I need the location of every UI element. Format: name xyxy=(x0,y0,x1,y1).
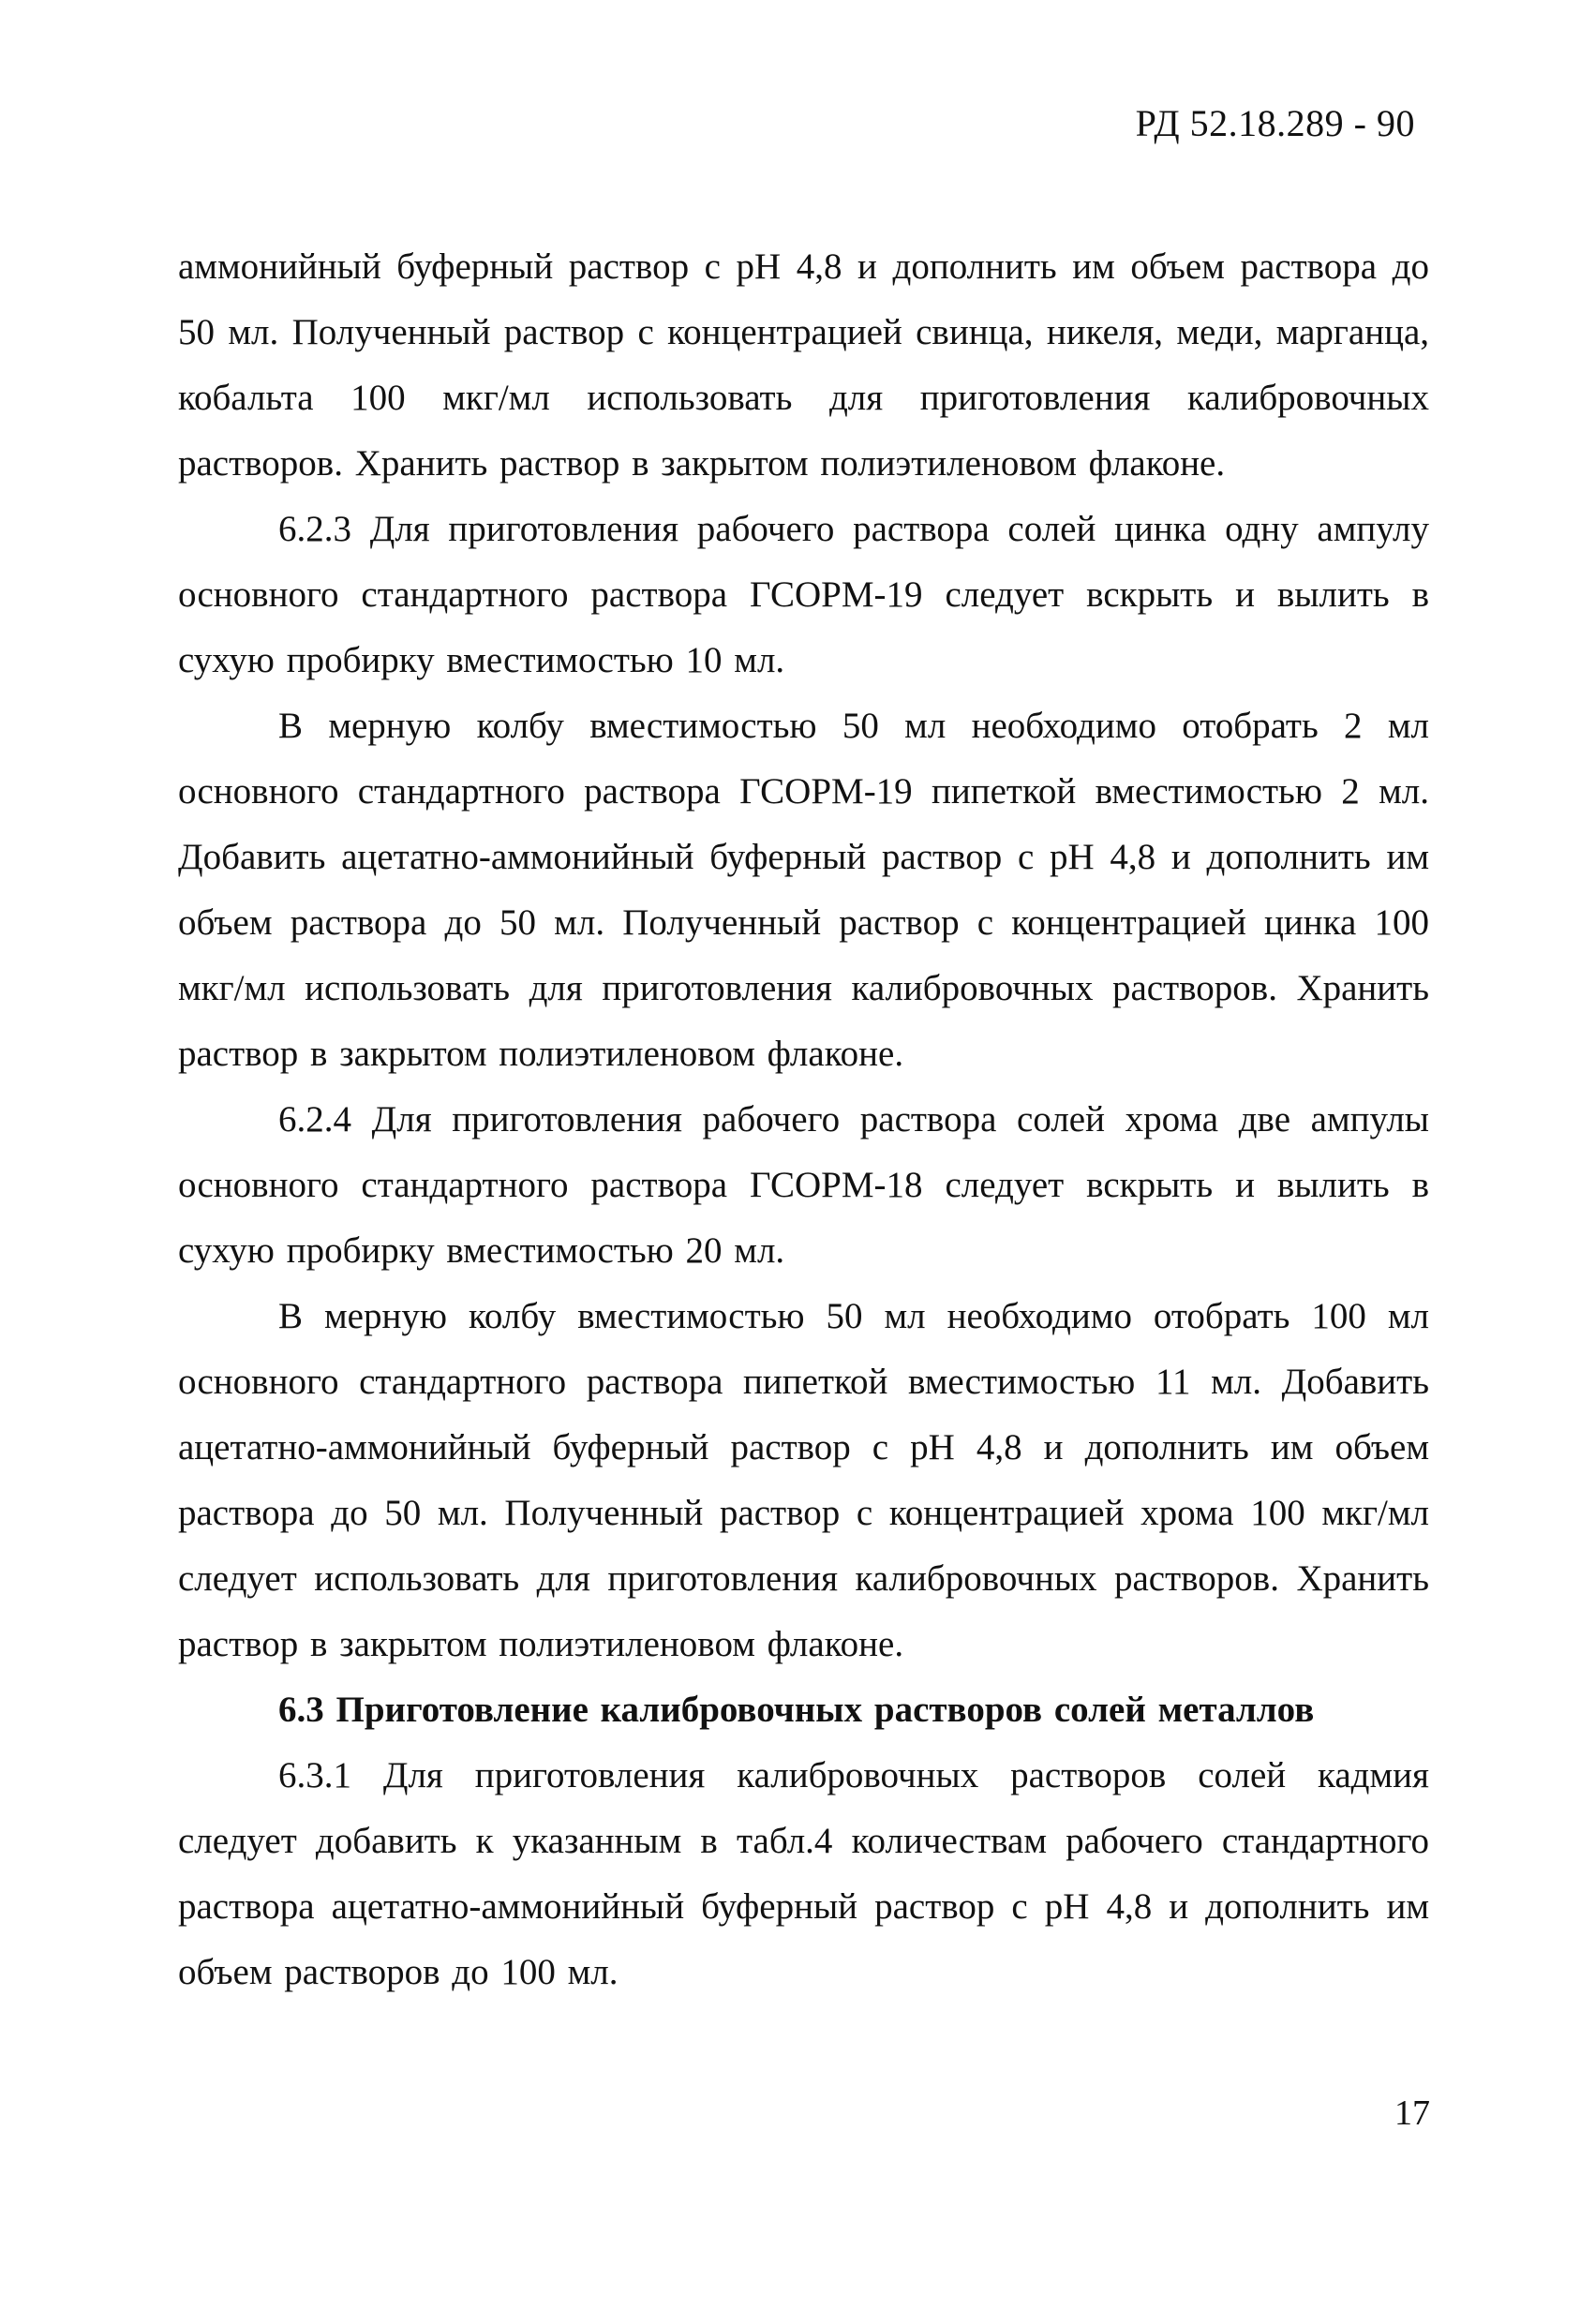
paragraph-zinc-procedure: В мерную колбу вместимостью 50 мл необходимо отобрать 2 мл основного стандартного раствора ГСОРМ-19 пипеткой вместимостью 2 мл. Добавить ацетатно-аммонийный буферный раствор с pH 4,8 и дополнить им объем раствора до 50 мл. Полученный раствор с концентрацией цинка 100 мкг/мл использовать для приготовления калибровочных растворов. Хранить раствор в закрытом полиэтиленовом флаконе. xyxy=(178,706,1429,1074)
paragraph-chromium-procedure: В мерную колбу вместимостью 50 мл необходимо отобрать 100 мл основного стандартного раствора пипеткой вместимостью 11 мл. Добавить ацетатно-аммонийный буферный раствор с pH 4,8 и дополнить им объем раствора до 50 мл. Полученный раствор с концентрацией хрома 100 мкг/мл следует использовать для приготовления калибровочных растворов. Хранить раствор в закрытом полиэтиленовом флаконе. xyxy=(178,1296,1429,1664)
page-number: 17 xyxy=(1394,2093,1430,2133)
document-code: РД 52.18.289 - 90 xyxy=(1135,102,1415,144)
paragraph-6-2-4: 6.2.4 Для приготовления рабочего раствора солей хрома две ампулы основного стандартного раствора ГСОРМ-18 следует вскрыть и вылить в сухую пробирку вместимостью 20 мл. xyxy=(178,1099,1429,1271)
paragraph-continuation: аммонийный буферный раствор с pH 4,8 и дополнить им объем раствора до 50 мл. Полученный раствор с концентрацией свинца, никеля, меди, марганца, кобальта 100 мкг/мл использовать для приготовления калибровочных растворов. Хранить раствор в закрытом полиэтиленовом флаконе. xyxy=(178,246,1429,484)
section-heading-6-3: 6.3 Приготовление калибровочных растворов солей металлов xyxy=(278,1690,1315,1730)
body-text xyxy=(178,234,1429,2005)
paragraph-6-3-1: 6.3.1 Для приготовления калибровочных растворов солей кадмия следует добавить к указанным в табл.4 количествам рабочего стандартного раствора ацетатно-аммонийный буферный раствор с pH 4,8 и дополнить им объем растворов до 100 мл. xyxy=(178,1755,1429,1992)
paragraph-6-2-3: 6.2.3 Для приготовления рабочего раствора солей цинка одну ампулу основного стандартного раствора ГСОРМ-19 следует вскрыть и вылить в сухую пробирку вместимостью 10 мл. xyxy=(178,509,1429,680)
